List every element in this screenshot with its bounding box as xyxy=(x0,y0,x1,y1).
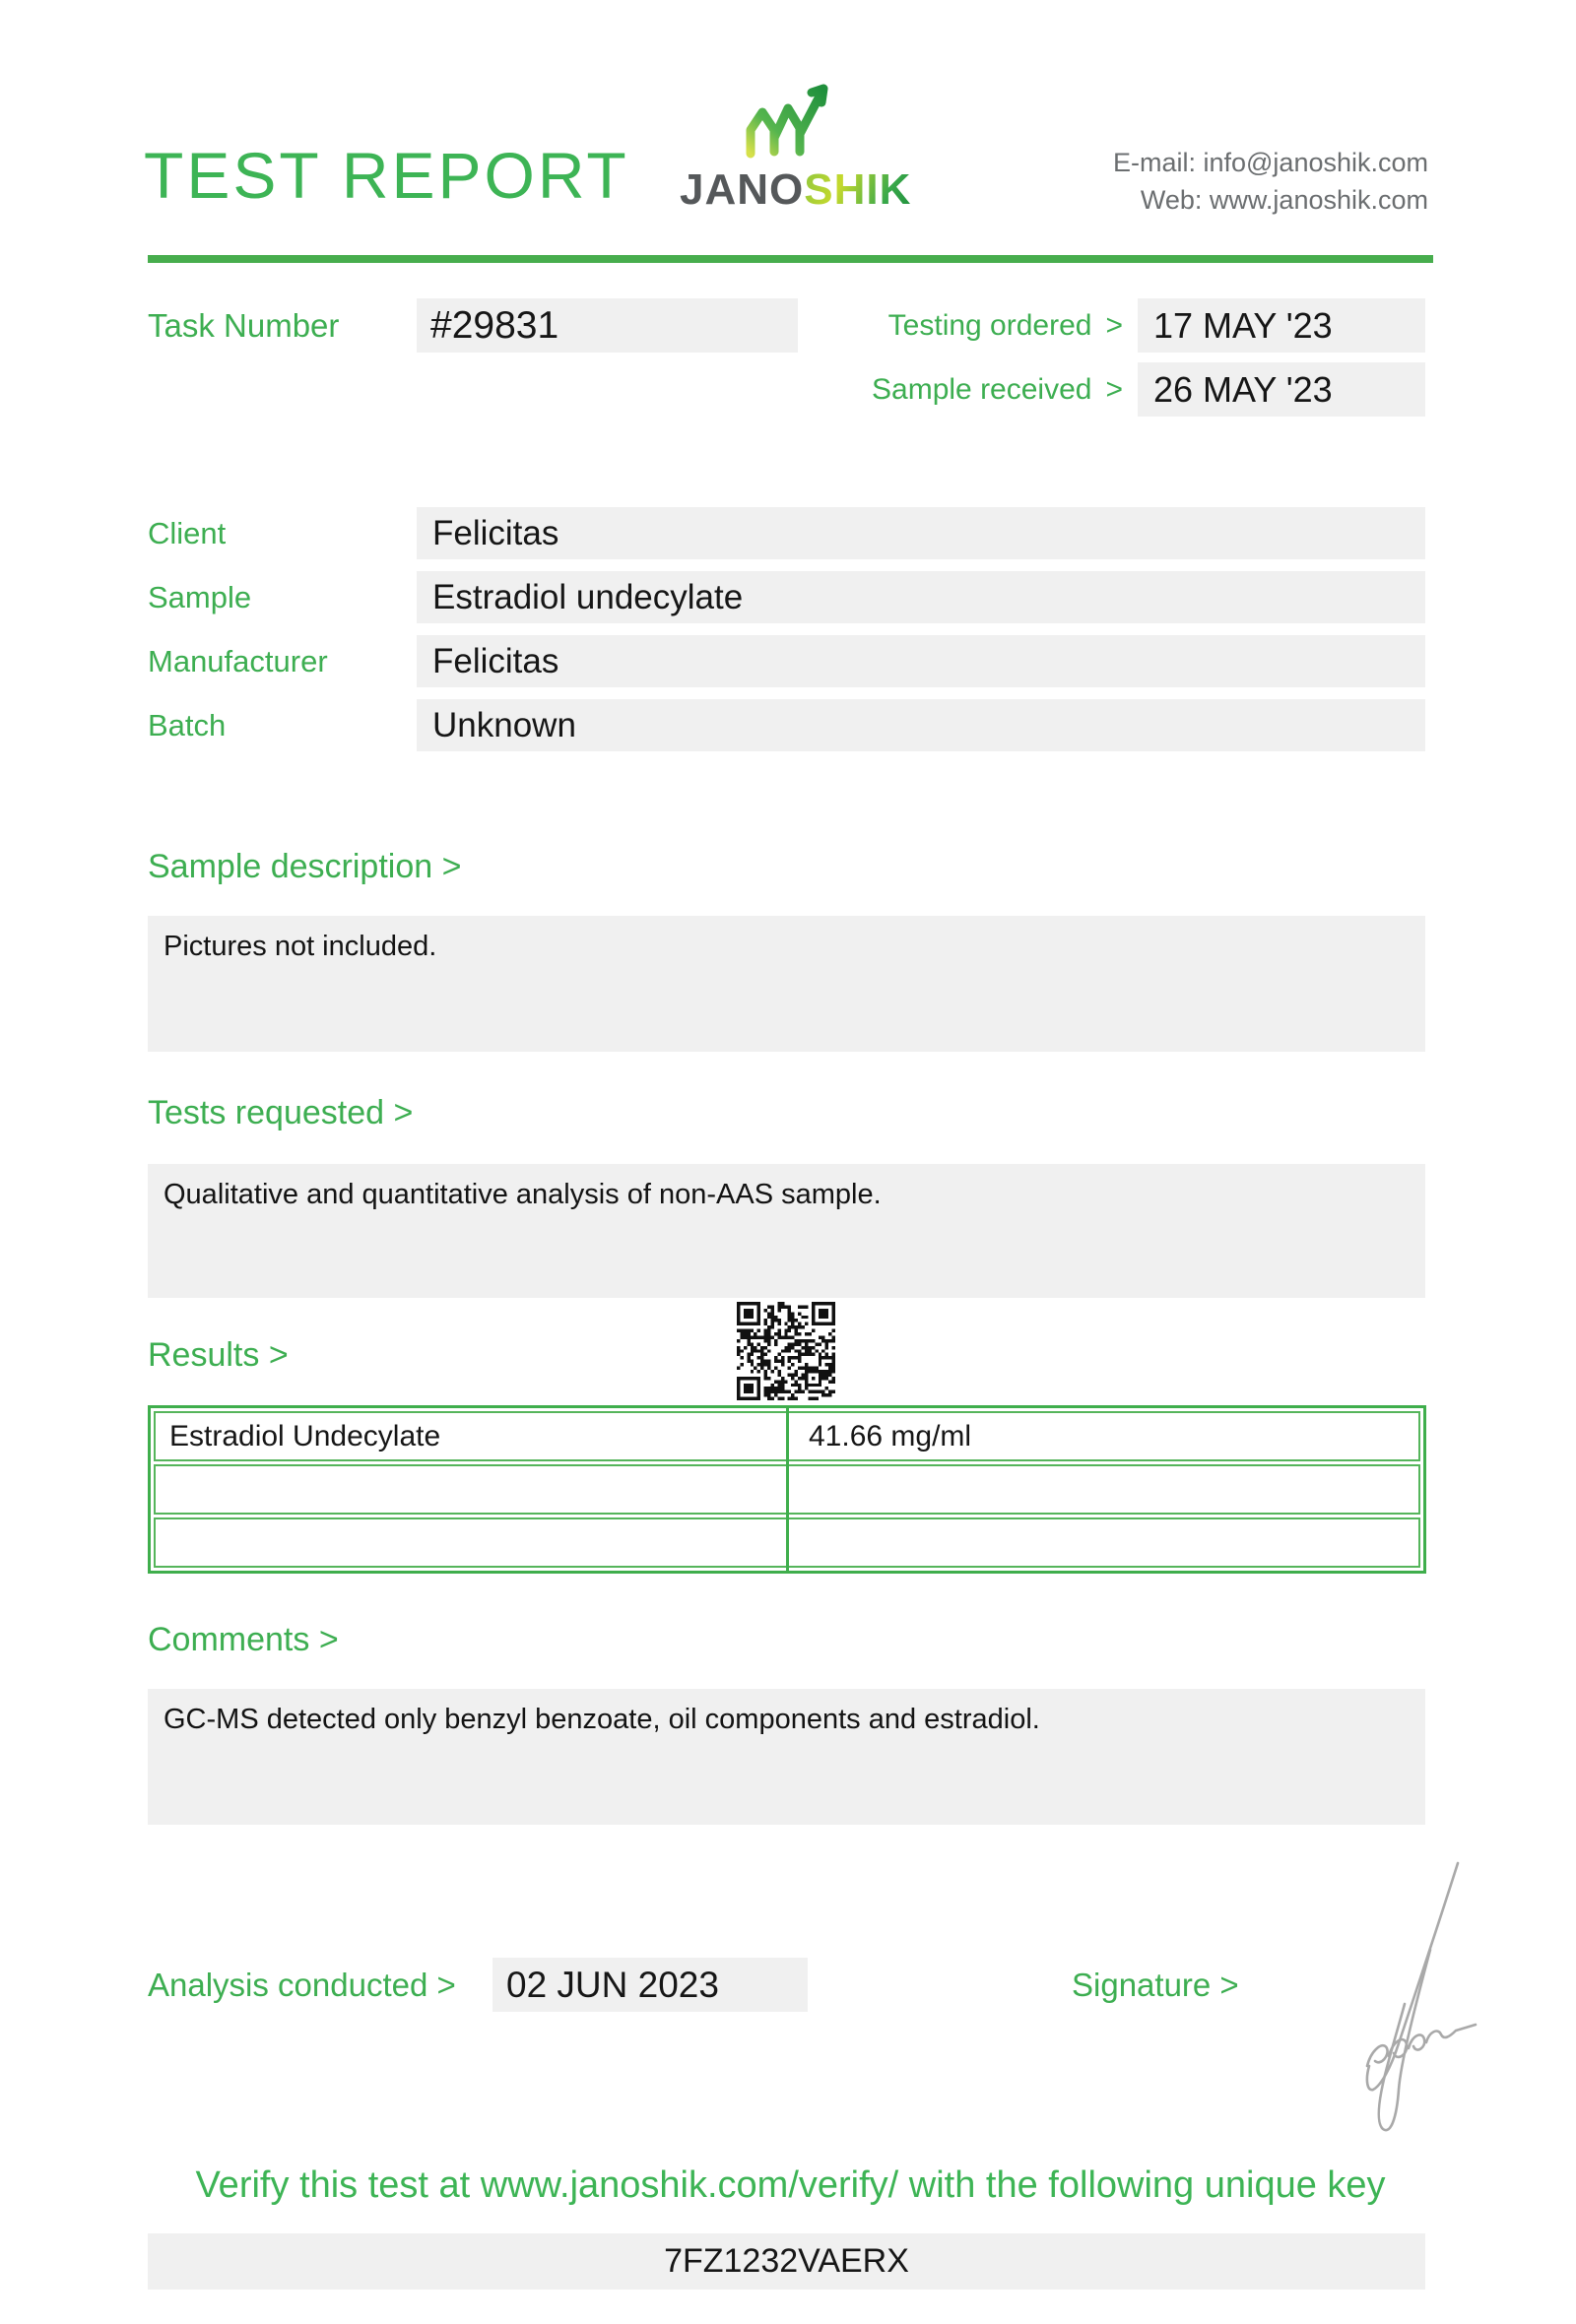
contact-web-line xyxy=(1113,181,1428,219)
tests-requested-box xyxy=(148,1164,1425,1298)
testing-ordered-label xyxy=(818,298,1123,353)
header-divider xyxy=(148,255,1433,263)
testing-ordered-text: Testing ordered xyxy=(887,309,1092,342)
sample-description-box xyxy=(148,916,1425,1052)
page-title: TEST REPORT xyxy=(144,139,629,212)
client-value: Felicitas xyxy=(417,507,1425,559)
email-value: info@janoshik.com xyxy=(1203,148,1428,177)
contact-email-line xyxy=(1113,144,1428,181)
chevron-right-icon: > xyxy=(1105,373,1123,406)
client-label: Client xyxy=(148,516,227,550)
logo-text-gray: JANO xyxy=(680,165,805,214)
chart-peaks-icon xyxy=(743,79,836,161)
verify-key: 7FZ1232VAERX xyxy=(148,2233,1425,2290)
analysis-conducted-label: Analysis conducted > xyxy=(148,1967,456,2003)
manufacturer-label: Manufacturer xyxy=(148,644,328,678)
chevron-right-icon: > xyxy=(1105,309,1123,342)
tests-requested-heading: Tests requested > xyxy=(148,1094,414,1131)
result-value-cell: 41.66 mg/ml xyxy=(809,1419,972,1452)
contact-block xyxy=(1113,144,1428,219)
email-label: E-mail: xyxy=(1112,148,1196,177)
table-column-divider xyxy=(786,1408,789,1571)
sample-label: Sample xyxy=(148,580,252,614)
comments-text: GC-MS detected only benzyl benzoate, oil components and estradiol. xyxy=(164,1704,1040,1735)
tests-requested-text: Qualitative and quantitative analysis of non-AAS sample. xyxy=(164,1179,882,1210)
result-substance-cell: Estradiol Undecylate xyxy=(169,1419,441,1452)
results-table xyxy=(148,1405,1426,1574)
janoshik-logo xyxy=(680,79,912,217)
web-value: www.janoshik.com xyxy=(1209,185,1428,215)
sample-received-text: Sample received xyxy=(872,373,1092,406)
comments-box xyxy=(148,1689,1425,1825)
task-number-label: Task Number xyxy=(148,307,340,344)
verify-instruction: Verify this test at www.janoshik.com/verify/ with the following unique key xyxy=(195,2164,1386,2206)
sample-description-heading: Sample description > xyxy=(148,848,462,885)
signature-label: Signature > xyxy=(1072,1967,1239,2003)
batch-value: Unknown xyxy=(417,699,1425,751)
web-label: Web: xyxy=(1140,185,1203,215)
manufacturer-value: Felicitas xyxy=(417,635,1425,687)
task-number-value: #29831 xyxy=(417,298,798,353)
logo-wordmark xyxy=(680,165,912,215)
sample-received-label xyxy=(818,362,1123,417)
results-heading: Results > xyxy=(148,1336,289,1374)
logo-text-green: SHIK xyxy=(804,165,912,214)
qr-code xyxy=(737,1302,835,1400)
batch-label: Batch xyxy=(148,708,227,742)
comments-heading: Comments > xyxy=(148,1621,339,1658)
signature-scribble xyxy=(1251,1832,1507,2147)
testing-ordered-value: 17 MAY '23 xyxy=(1138,298,1425,353)
sample-description-text: Pictures not included. xyxy=(164,931,437,962)
analysis-conducted-value: 02 JUN 2023 xyxy=(492,1958,808,2012)
sample-value: Estradiol undecylate xyxy=(417,571,1425,623)
sample-received-value: 26 MAY '23 xyxy=(1138,362,1425,417)
